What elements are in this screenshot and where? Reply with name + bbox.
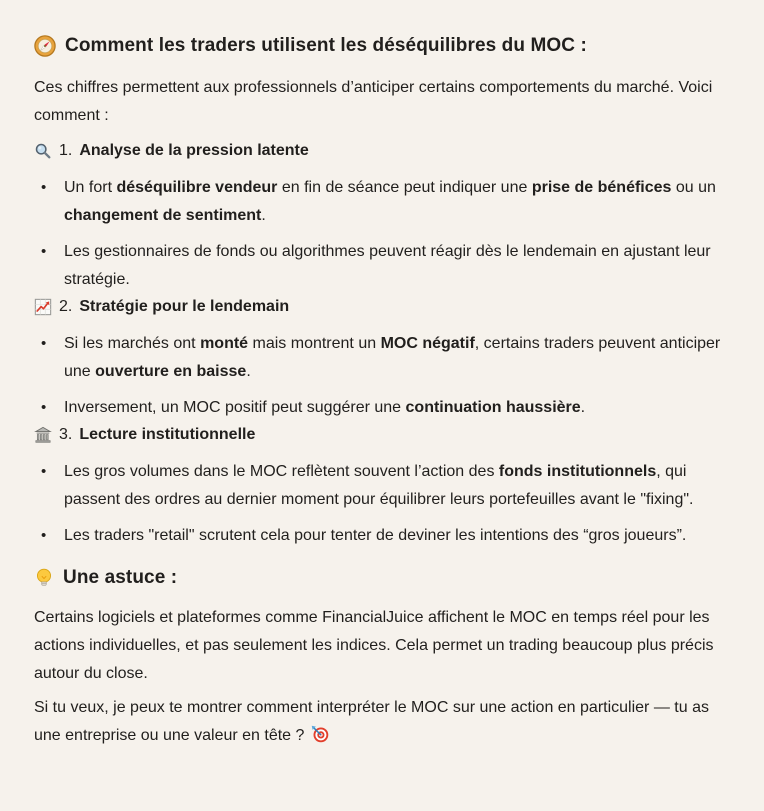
list-item-text: Inversement, un MOC positif peut suggérer une continuation haussière.: [64, 399, 586, 416]
closing-paragraph: [34, 694, 734, 750]
tip-heading: [34, 566, 734, 590]
section-2-list: [34, 330, 734, 422]
section-2-heading: [34, 296, 734, 318]
section-3-list: [34, 458, 734, 550]
section-2-number: 2.: [59, 298, 73, 315]
main-heading-text: Comment les traders utilisent les déséquilibres du MOC :: [65, 35, 587, 56]
tip-heading-text: Une astuce :: [63, 567, 178, 588]
main-heading: [34, 34, 734, 58]
list-item-text: Les gestionnaires de fonds ou algorithmes peuvent réagir dès le lendemain en ajustant leur stratégie.: [64, 243, 711, 288]
section-3-number: 3.: [59, 426, 73, 443]
section-2-title: Stratégie pour le lendemain: [79, 298, 290, 315]
section-1-number: 1.: [59, 142, 73, 159]
list-item-text: Les gros volumes dans le MOC reflètent souvent l’action des fonds institutionnels, qui passent des ordres au dernier moment pour équilibrer leurs portefeuilles avant le "fixing".: [64, 463, 694, 508]
section-3-heading: [34, 424, 734, 446]
section-1-list: [34, 174, 734, 294]
list-item-text: Si les marchés ont monté mais montrent un MOC négatif, certains traders peuvent anticiper une ouverture en baisse.: [64, 335, 721, 380]
list-item: [34, 394, 734, 422]
section-3-title: Lecture institutionnelle: [79, 426, 256, 443]
section-1-title: Analyse de la pression latente: [79, 142, 309, 159]
list-item: [34, 330, 734, 386]
chart-increasing-icon: [34, 298, 52, 316]
closing-text: Si tu veux, je peux te montrer comment interpréter le MOC sur une action en particulier — tu as une entreprise ou une valeur en tête ?: [34, 699, 709, 744]
direct-hit-icon: [311, 725, 329, 743]
list-item: [34, 522, 734, 550]
list-item: [34, 458, 734, 514]
list-item: [34, 238, 734, 294]
list-item-text: Un fort déséquilibre vendeur en fin de séance peut indiquer une prise de bénéfices ou un changement de sentiment.: [64, 179, 716, 224]
classical-building-icon: [34, 426, 52, 444]
list-item: [34, 174, 734, 230]
section-1-heading: [34, 140, 734, 162]
magnifying-glass-icon: [34, 142, 52, 160]
compass-icon: [34, 35, 56, 57]
tip-paragraph: Certains logiciels et plateformes comme FinancialJuice affichent le MOC en temps réel pour les actions individuelles, et pas seulement les indices. Cela permet un trading beaucoup plus précis autour du close.: [34, 609, 714, 682]
list-item-text: Les traders "retail" scrutent cela pour tenter de deviner les intentions des “gros joueurs”.: [64, 527, 687, 544]
light-bulb-icon: [34, 567, 54, 589]
intro-paragraph: Ces chiffres permettent aux professionnels d’anticiper certains comportements du marché. Voici comment :: [34, 79, 713, 124]
